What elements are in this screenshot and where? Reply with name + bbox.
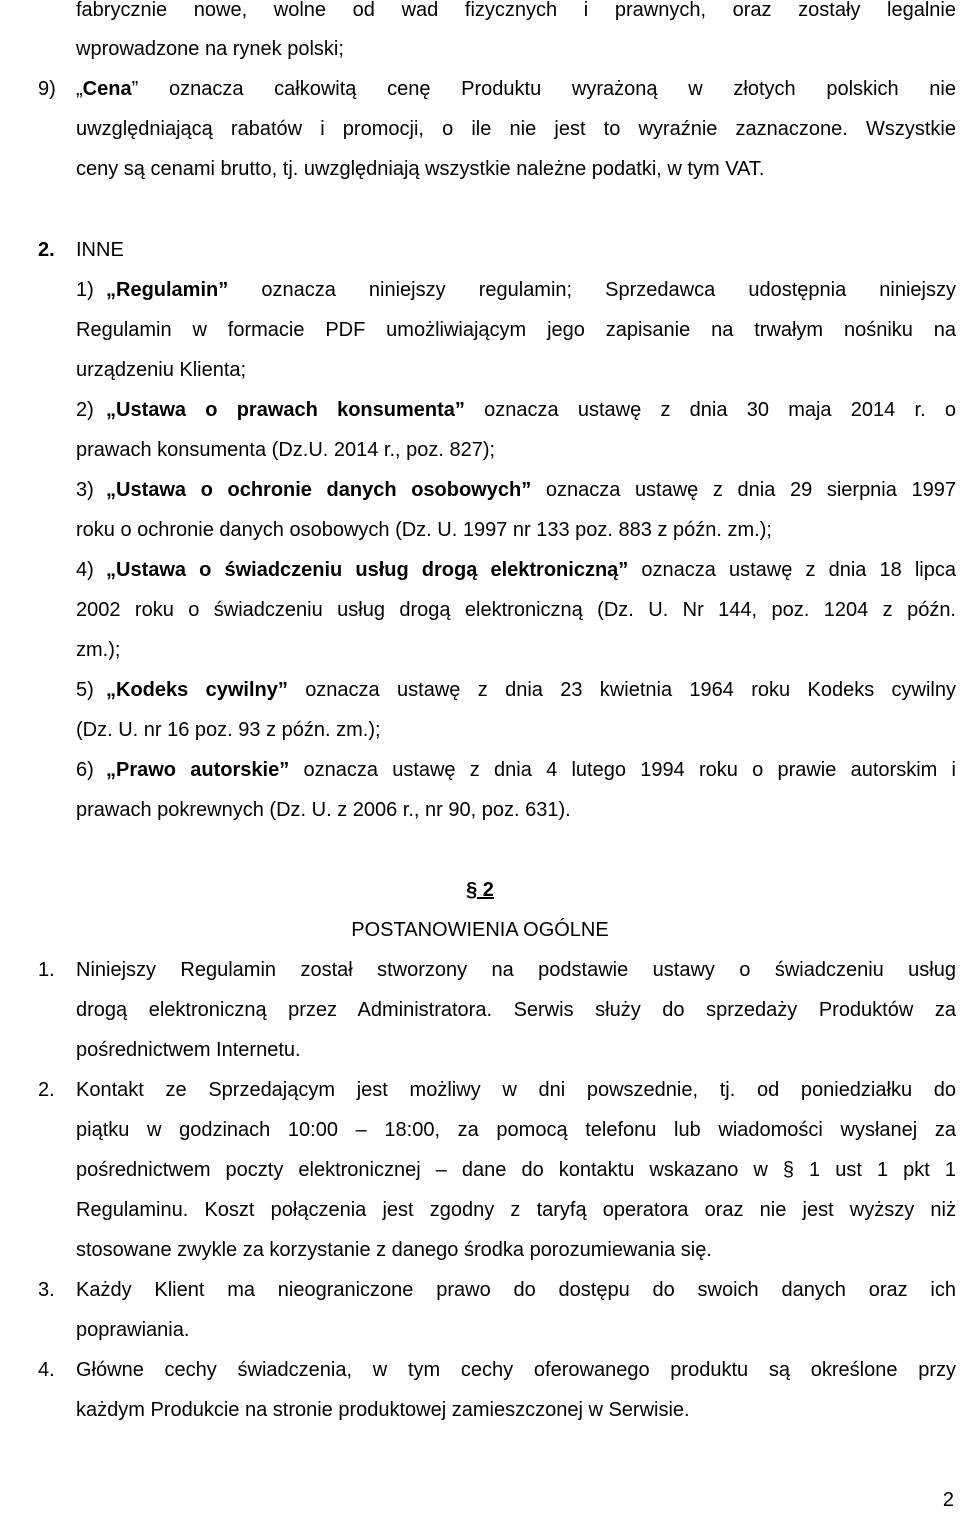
item-number: 6) xyxy=(76,759,94,781)
text-line: drogą elektroniczną przez Administratora. Serwis służy do sprzedaży Produktów za xyxy=(76,999,956,1021)
item-number: 4. xyxy=(38,1359,55,1381)
definition-line: „Ustawa o prawach konsumenta” oznacza ustawę z dnia 30 maja 2014 r. o xyxy=(106,399,956,421)
definition-term: Cena xyxy=(82,78,132,100)
text-line: Regulaminu. Koszt połączenia jest zgodny z taryfą operatora oraz nie jest wyższy niż xyxy=(76,1199,956,1221)
text-line: (Dz. U. nr 16 poz. 93 z późn. zm.); xyxy=(76,719,381,741)
text-line: prawach konsumenta (Dz.U. 2014 r., poz. 827); xyxy=(76,439,496,461)
text-line: Niniejszy Regulamin został stworzony na podstawie ustawy o świadczeniu usług xyxy=(76,959,956,981)
text-line: Każdy Klient ma nieograniczone prawo do dostępu do swoich danych oraz ich xyxy=(76,1279,956,1301)
text-line: roku o ochronie danych osobowych (Dz. U. 1997 nr 133 poz. 883 z późn. zm.); xyxy=(76,519,772,541)
item-number: 2. xyxy=(38,1079,55,1101)
item-number: 3) xyxy=(76,479,94,501)
text-line: 2002 roku o świadczeniu usług drogą elektroniczną (Dz. U. Nr 144, poz. 1204 z późn. xyxy=(76,599,956,621)
item-number: 9) xyxy=(38,78,56,100)
text-line: piątku w godzinach 10:00 – 18:00, za pomocą telefonu lub wiadomości wysłanej za xyxy=(76,1119,956,1141)
definition-line: „Ustawa o świadczeniu usług drogą elektroniczną” oznacza ustawę z dnia 18 lipca xyxy=(106,559,956,581)
definition-line: „Prawo autorskie” oznacza ustawę z dnia 4 lutego 1994 roku o prawie autorskim i xyxy=(106,759,956,781)
text-line: prawach pokrewnych (Dz. U. z 2006 r., nr 90, poz. 631). xyxy=(76,799,571,821)
definition-line: „Ustawa o ochronie danych osobowych” oznacza ustawę z dnia 29 sierpnia 1997 xyxy=(106,479,956,501)
item-number: 1. xyxy=(38,959,55,981)
text-line: stosowane zwykle za korzystanie z danego środka porozumiewania się. xyxy=(76,1239,712,1261)
item-number: 1) xyxy=(76,279,94,301)
text-line: Główne cechy świadczenia, w tym cechy oferowanego produktu są określone przy xyxy=(76,1359,956,1381)
text-line: Kontakt ze Sprzedającym jest możliwy w dni powszednie, tj. od poniedziałku do xyxy=(76,1079,956,1101)
text-line: każdym Produkcie na stronie produktowej zamieszczonej w Serwisie. xyxy=(76,1399,690,1421)
section-title: POSTANOWIENIA OGÓLNE xyxy=(351,919,609,941)
item-number: 4) xyxy=(76,559,94,581)
item-number: 5) xyxy=(76,679,94,701)
page-number: 2 xyxy=(942,1489,954,1511)
item-number: 2) xyxy=(76,399,94,421)
text-line: Regulamin w formacie PDF umożliwiającym jego zapisanie na trwałym nośniku na xyxy=(76,319,956,341)
section-number: 2. xyxy=(38,239,55,261)
text-line: urządzeniu Klienta; xyxy=(76,359,247,381)
text-line: pośrednictwem Internetu. xyxy=(76,1039,301,1061)
section-heading: INNE xyxy=(76,239,124,261)
text-line: wprowadzone na rynek polski; xyxy=(76,38,344,60)
text-line: pośrednictwem poczty elektronicznej – dane do kontaktu wskazano w § 1 ust 1 pkt 1 xyxy=(76,1159,956,1181)
text-line: fabrycznie nowe, wolne od wad fizycznych i prawnych, oraz zostały legalnie xyxy=(76,0,956,21)
text-line: ceny są cenami brutto, tj. uwzględniają wszystkie należne podatki, w tym VAT. xyxy=(76,158,765,180)
item-number: 3. xyxy=(38,1279,55,1301)
text-line: poprawiania. xyxy=(76,1319,190,1341)
definition-line: „Regulamin” oznacza niniejszy regulamin; Sprzedawca udostępnia niniejszy xyxy=(106,279,956,301)
text-line: uwzględniającą rabatów i promocji, o ile nie jest to wyraźnie zaznaczone. Wszystkie xyxy=(76,118,956,140)
definition-line: „Kodeks cywilny” oznacza ustawę z dnia 23 kwietnia 1964 roku Kodeks cywilny xyxy=(106,679,956,701)
section-mark: § 2 xyxy=(466,879,494,901)
text-line: zm.); xyxy=(76,639,121,661)
definition-line: „Cena” oznacza całkowitą cenę Produktu wyrażoną w złotych polskich nie xyxy=(76,78,956,100)
